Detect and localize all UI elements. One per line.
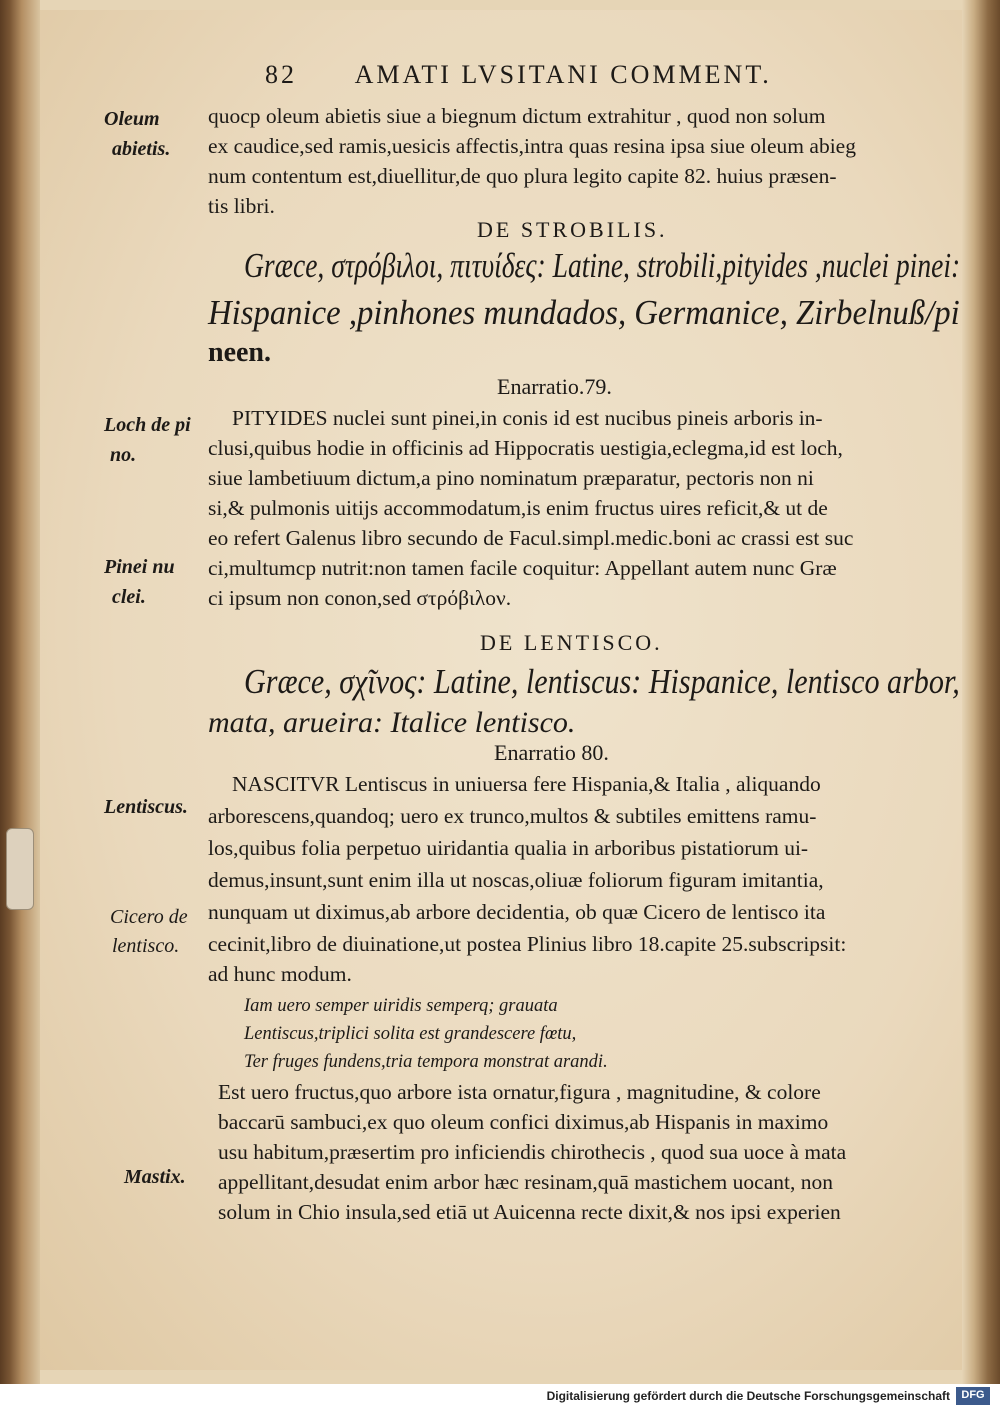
- synonyms-line: neen.: [208, 337, 271, 368]
- text-line: ad hunc modum.: [208, 962, 352, 986]
- text-line: ci ipsum non conon,sed στρόβιλον.: [208, 586, 512, 610]
- text-line: si,& pulmonis uitijs accommodatum,is enim fructus uires reficit,& ut de: [208, 496, 828, 520]
- text-line: demus,insunt,sunt enim illa ut noscas,oliuæ foliorum figuram imitantia,: [208, 868, 824, 892]
- running-header: [265, 60, 772, 90]
- text-line: cecinit,libro de diuinatione,ut postea Plinius libro 18.capite 25.subscripsit:: [208, 932, 847, 956]
- synonyms-line: Græce, στρόβιλοι, πιτυίδες: Latine, strobili,pityides ,nuclei pinei:: [244, 246, 961, 285]
- verse-line: Iam uero semper uiridis semperq; grauata: [244, 996, 558, 1016]
- book-fore-edge: [962, 0, 1000, 1384]
- enarratio-heading: Enarratio.79.: [497, 374, 612, 399]
- dfg-logo-text: DFG: [961, 1389, 985, 1401]
- margin-note: Oleum: [104, 108, 160, 130]
- text-line: clusi,quibus hodie in officinis ad Hippocratis uestigia,eclegma,id est loch,: [208, 436, 843, 460]
- margin-note: abietis.: [112, 138, 171, 160]
- dfg-logo: [956, 1387, 990, 1405]
- margin-note: Cicero de: [110, 906, 188, 928]
- margin-note: Loch de pi: [104, 414, 191, 436]
- book-spine-edge: [0, 0, 40, 1384]
- margin-note: clei.: [112, 586, 146, 608]
- text-line: NASCITVR Lentiscus in uniuersa fere Hispania,& Italia , aliquando: [232, 772, 821, 796]
- footer-bar: [0, 1384, 1000, 1411]
- text-line: ci,multumcp nutrit:non tamen facile coquitur: Appellant autem nunc Græ: [208, 556, 837, 580]
- text-line: ex caudice,sed ramis,uesicis affectis,intra quas resina ipsa siue oleum abieg: [208, 134, 856, 158]
- margin-note: Lentiscus.: [104, 796, 188, 818]
- verse-line: Lentiscus,triplici solita est grandescere fœtu,: [244, 1024, 577, 1044]
- text-line: tis libri.: [208, 194, 275, 218]
- margin-note: lentisco.: [112, 935, 180, 957]
- text-line: quocp oleum abietis siue a biegnum dictum extrahitur , quod non solum: [208, 104, 826, 128]
- text-line: num contentum est,diuellitur,de quo plura legito capite 82. huius præsen-: [208, 164, 837, 188]
- margin-note: no.: [110, 444, 137, 466]
- text-line: nunquam ut diximus,ab arbore decidentia, ob quæ Cicero de lentisco ita: [208, 900, 826, 924]
- verse-line: Ter fruges fundens,tria tempora monstrat arandi.: [244, 1052, 608, 1072]
- book-clasp: [6, 828, 34, 910]
- margin-note: Mastix.: [124, 1166, 186, 1188]
- text-line: los,quibus folia perpetuo uiridantia qualia in arboribus pistatiorum ui-: [208, 836, 809, 860]
- text-line: siue lambetiuum dictum,a pino nominatum præparatur, pectoris non ni: [208, 466, 814, 490]
- section-heading: DE LENTISCO.: [480, 630, 663, 655]
- text-line: PITYIDES nuclei sunt pinei,in conis id est nucibus pineis arboris in-: [232, 406, 823, 430]
- text-line: Est uero fructus,quo arbore ista ornatur,figura , magnitudine, & colore: [218, 1080, 821, 1104]
- synonyms-line: Hispanice ,pinhones mundados, Germanice, Zirbelnuß/pi: [208, 293, 960, 332]
- enarratio-heading: Enarratio 80.: [494, 740, 609, 765]
- section-heading: DE STROBILIS.: [477, 217, 668, 242]
- text-line: eo refert Galenus libro secundo de Facul.simpl.medic.boni ac crassi est suc: [208, 526, 854, 550]
- text-line: baccarū sambuci,ex quo oleum confici diximus,ab Hispanis in maximo: [218, 1110, 829, 1134]
- text-line: solum in Chio insula,sed etiā ut Auicenna recte dixit,& nos ipsi experien: [218, 1200, 841, 1224]
- margin-note: Pinei nu: [104, 556, 175, 578]
- text-line: appellitant,desudat enim arbor hæc resinam,quā mastichem uocant, non: [218, 1170, 833, 1194]
- text-line: usu habitum,præsertim pro inficiendis chirothecis , quod sua uoce à mata: [218, 1140, 847, 1164]
- page-number: 82: [265, 60, 297, 89]
- synonyms-line: mata, arueira: Italice lentisco.: [208, 706, 576, 739]
- text-line: arborescens,quandoq; uero ex trunco,multos & subtiles emittens ramu-: [208, 804, 817, 828]
- running-title: AMATI LVSITANI COMMENT.: [354, 60, 772, 89]
- synonyms-line: Græce, σχῖνος: Latine, lentiscus: Hispanice, lentisco arbor,: [244, 662, 960, 701]
- funding-credit: Digitalisierung gefördert durch die Deutsche Forschungsgemeinschaft: [546, 1389, 950, 1403]
